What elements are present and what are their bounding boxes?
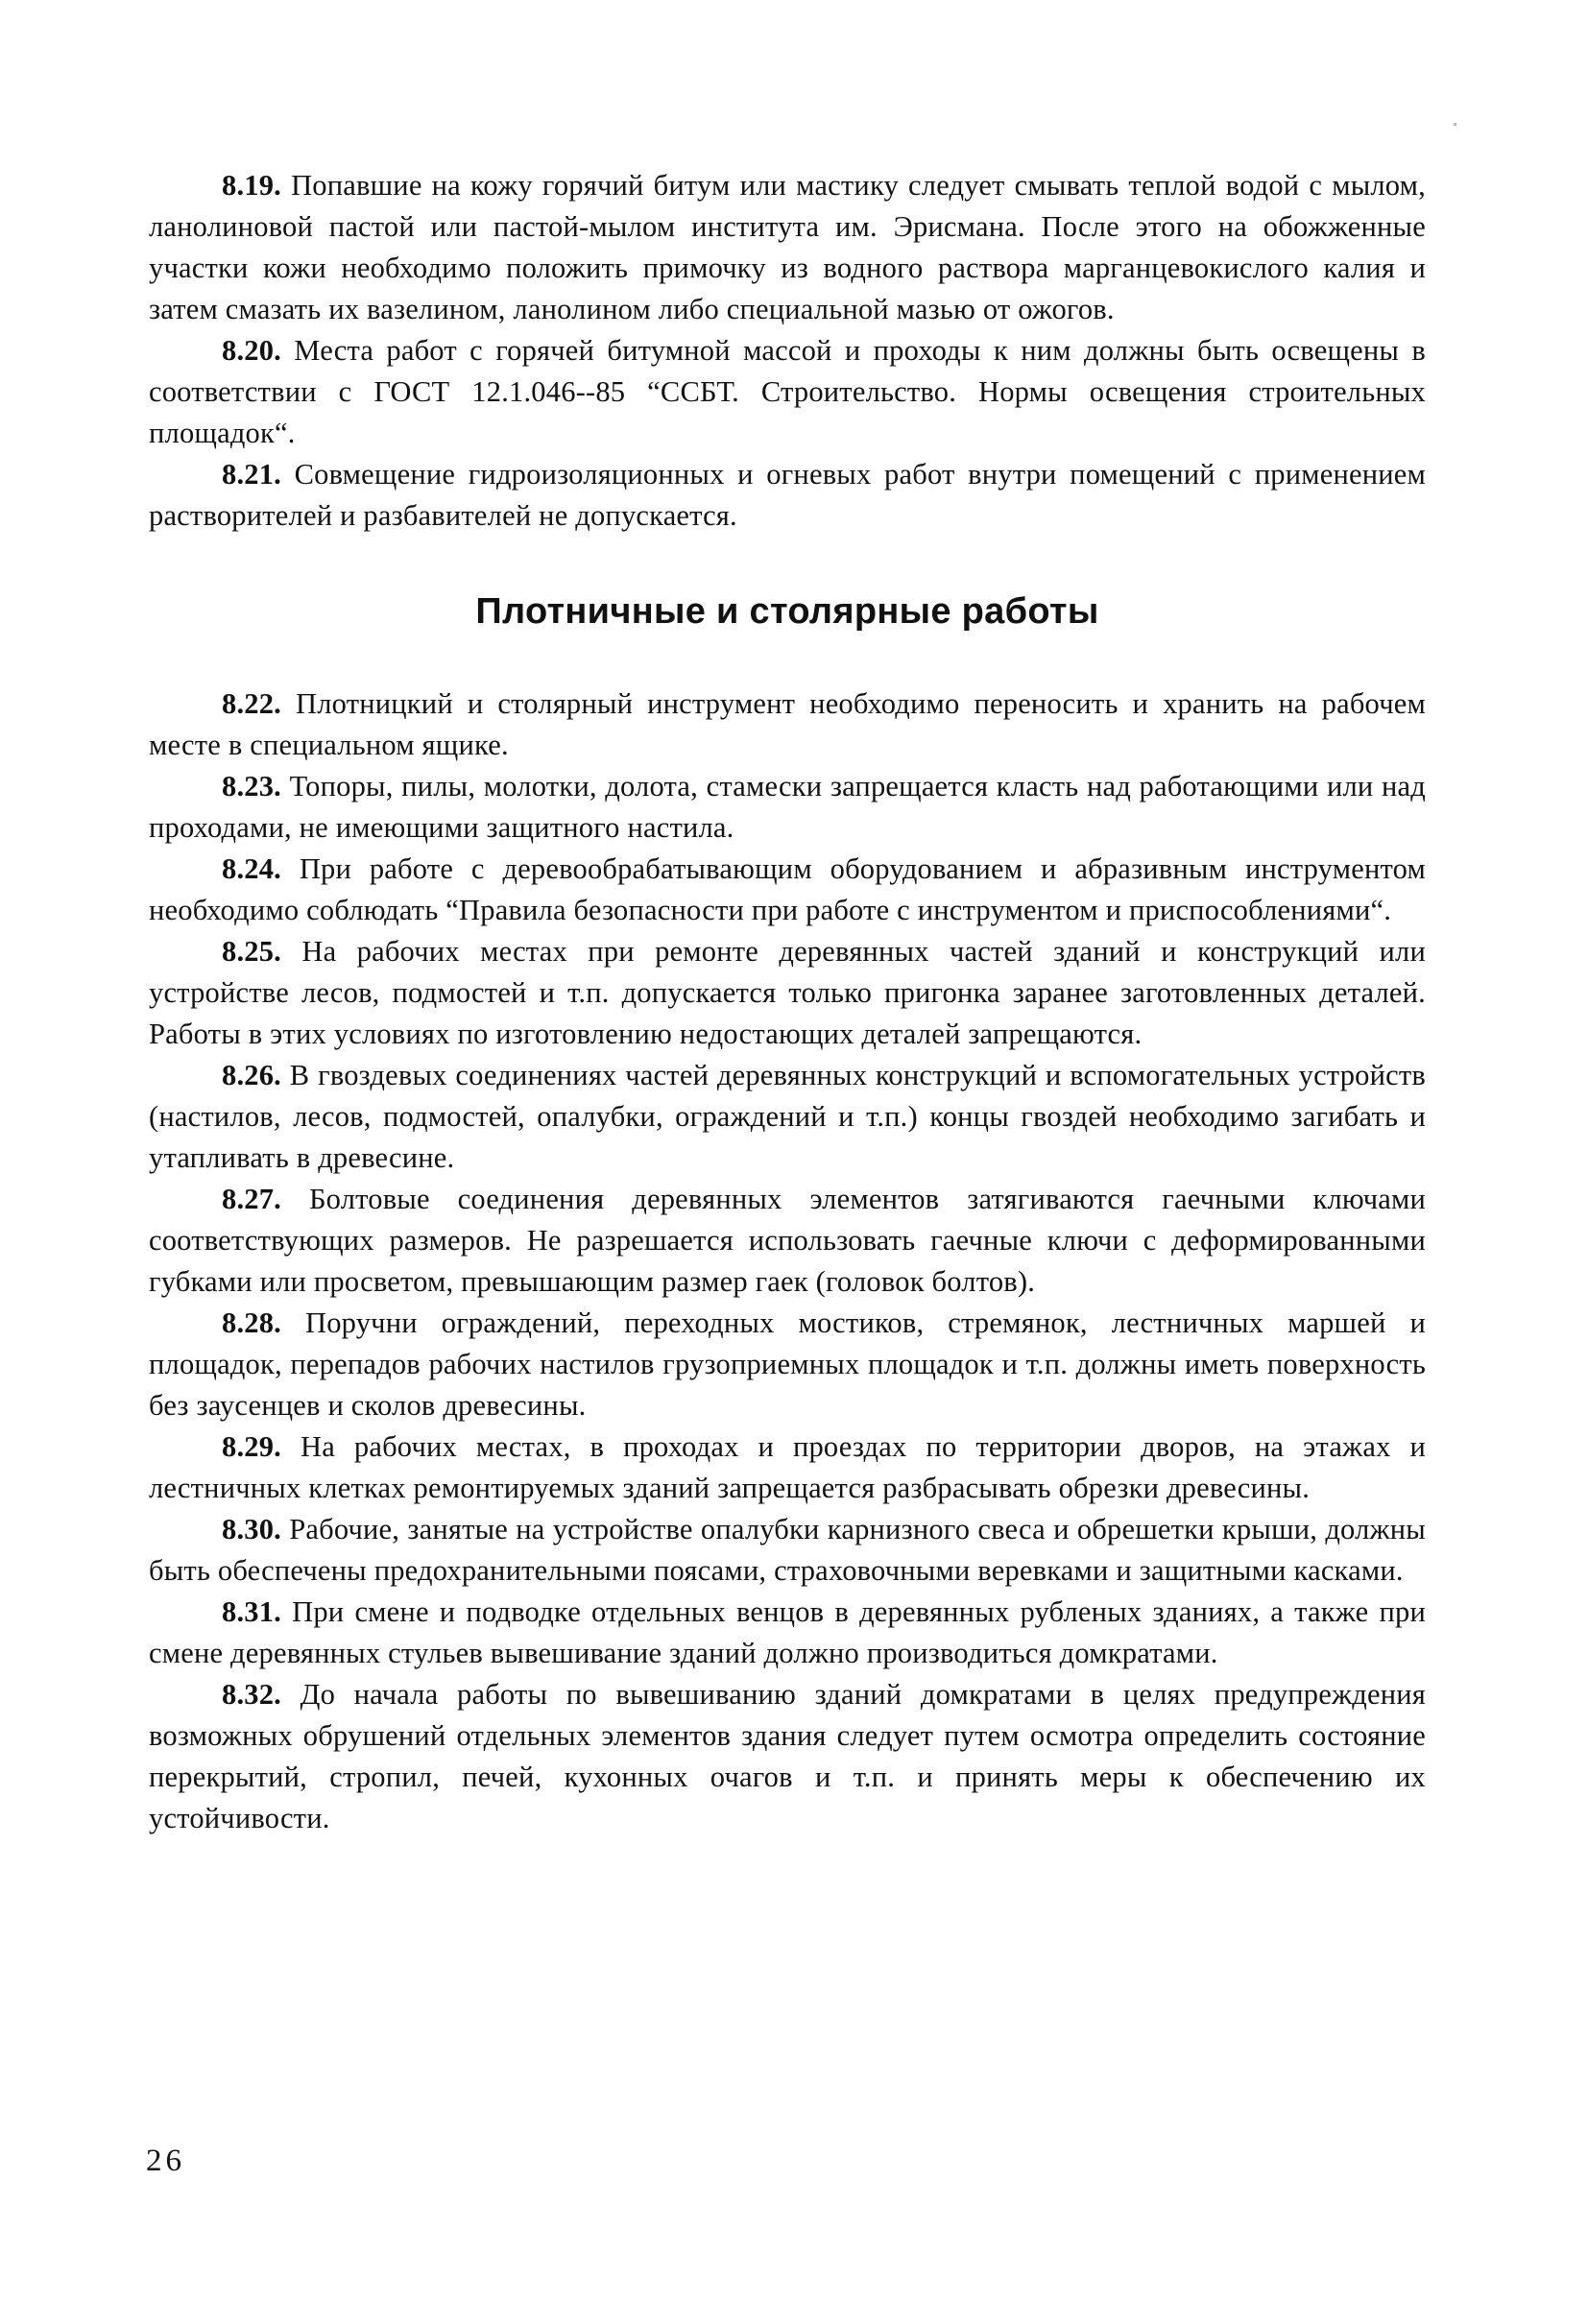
paragraph-8-30 xyxy=(149,1509,1426,1592)
paragraph-8-21 xyxy=(149,454,1426,537)
paragraph-number: 8.30. xyxy=(222,1513,281,1545)
paragraph-number: 8.20. xyxy=(222,334,281,367)
paragraph-number: 8.31. xyxy=(222,1595,281,1628)
paragraph-8-27 xyxy=(149,1179,1426,1303)
paragraph-number: 8.24. xyxy=(222,852,281,885)
paragraph-8-25 xyxy=(149,931,1426,1055)
paragraph-8-22 xyxy=(149,683,1426,766)
paragraph-text: Топоры, пилы, молотки, долота, стамески запрещается класть над работающими или над проходами, не имеющими защитного настила. xyxy=(149,770,1426,844)
paragraph-text: Плотницкий и столярный инструмент необходимо переносить и хранить на рабочем месте в специальном ящике. xyxy=(149,687,1426,761)
paragraph-text: Совмещение гидроизоляционных и огневых работ внутри помещений с применением растворителей и разбавителей не допускается. xyxy=(149,458,1426,532)
paragraph-number: 8.32. xyxy=(222,1678,281,1711)
paragraph-8-28 xyxy=(149,1303,1426,1426)
paragraph-text: В гвоздевых соединениях частей деревянных конструкций и вспомогательных устройств (настилов, лесов, подмостей, опалубки, ограждений и т.п.) концы гвоздей необходимо загибать и утапливать в древесине. xyxy=(149,1059,1426,1174)
paragraph-text: До начала работы по вывешиванию зданий домкратами в целях предупреждения возможных обрушений отдельных элементов здания следует путем осмотра определить состояние перекрытий, стропил, печей, кухонных очагов и т.п. и принять меры к обеспечению их устойчивости. xyxy=(149,1678,1426,1834)
paragraph-number: 8.21. xyxy=(222,458,281,491)
paragraph-text: Рабочие, занятые на устройстве опалубки карнизного свеса и обрешетки крыши, должны быть обеспечены предохранительными поясами, страховочными веревками и защитными касками. xyxy=(149,1513,1426,1587)
paragraph-text: Места работ с горячей битумной массой и проходы к ним должны быть освещены в соответствии с ГОСТ 12.1.046--85 “ССБТ. Строительство. Нормы освещения строительных площадок“. xyxy=(149,334,1426,449)
page-content xyxy=(149,165,1426,1839)
paragraph-text: На рабочих местах при ремонте деревянных частей зданий и конструкций или устройстве лесов, подмостей и т.п. допускается только пригонка заранее заготовленных деталей. Работы в этих условиях по изготовлению недостающих деталей запрещаются. xyxy=(149,935,1426,1050)
paragraph-8-29 xyxy=(149,1426,1426,1509)
paragraph-number: 8.23. xyxy=(222,770,281,803)
scan-speck xyxy=(1454,123,1456,126)
page-number: 26 xyxy=(146,2144,185,2178)
paragraph-8-19 xyxy=(149,165,1426,330)
paragraph-text: При работе с деревообрабатывающим оборудованием и абразивным инструментом необходимо соблюдать “Правила безопасности при работе с инструментом и приспособлениями“. xyxy=(149,852,1426,926)
paragraph-number: 8.28. xyxy=(222,1306,281,1339)
paragraph-number: 8.25. xyxy=(222,935,281,968)
paragraph-text: При смене и подводке отдельных венцов в деревянных рубленых зданиях, а также при смене деревянных стульев вывешивание зданий должно производиться домкратами. xyxy=(149,1595,1427,1669)
paragraph-8-31 xyxy=(149,1592,1426,1674)
paragraph-text: На рабочих местах, в проходах и проездах по территории дворов, на этажах и лестничных клетках ремонтируемых зданий запрещается разбрасывать обрезки древесины. xyxy=(149,1430,1426,1504)
paragraph-number: 8.22. xyxy=(222,687,281,720)
paragraph-8-20 xyxy=(149,330,1426,454)
paragraph-number: 8.29. xyxy=(222,1430,281,1463)
paragraph-8-23 xyxy=(149,766,1426,849)
paragraph-text: Болтовые соединения деревянных элементов затягиваются гаечными ключами соответствующих размеров. Не разрешается использовать гаечные ключи с деформированными губками или просветом, превышающим размер гаек (головок болтов). xyxy=(149,1183,1427,1298)
paragraph-number: 8.27. xyxy=(222,1183,281,1215)
paragraph-number: 8.26. xyxy=(222,1059,281,1091)
paragraph-8-24 xyxy=(149,849,1426,931)
paragraph-number: 8.19. xyxy=(222,169,281,202)
paragraph-8-32 xyxy=(149,1674,1426,1839)
paragraph-text: Поручни ограждений, переходных мостиков, стремянок, лестничных маршей и площадок, перепадов рабочих настилов грузоприемных площадок и т.п. должны иметь поверхность без заусенцев и сколов древесины. xyxy=(149,1306,1427,1422)
paragraph-text: Попавшие на кожу горячий битум или мастику следует смывать теплой водой с мылом, ланолиновой пастой или пастой-мылом института им. Эрисмана. После этого на обожженные участки кожи необходимо положить примочку из водного раствора марганцевокислого калия и затем смазать их вазелином, ланолином либо специальной мазью от ожогов. xyxy=(149,169,1427,325)
paragraph-8-26 xyxy=(149,1055,1426,1179)
section-heading: Плотничные и столярные работы xyxy=(475,591,1099,632)
